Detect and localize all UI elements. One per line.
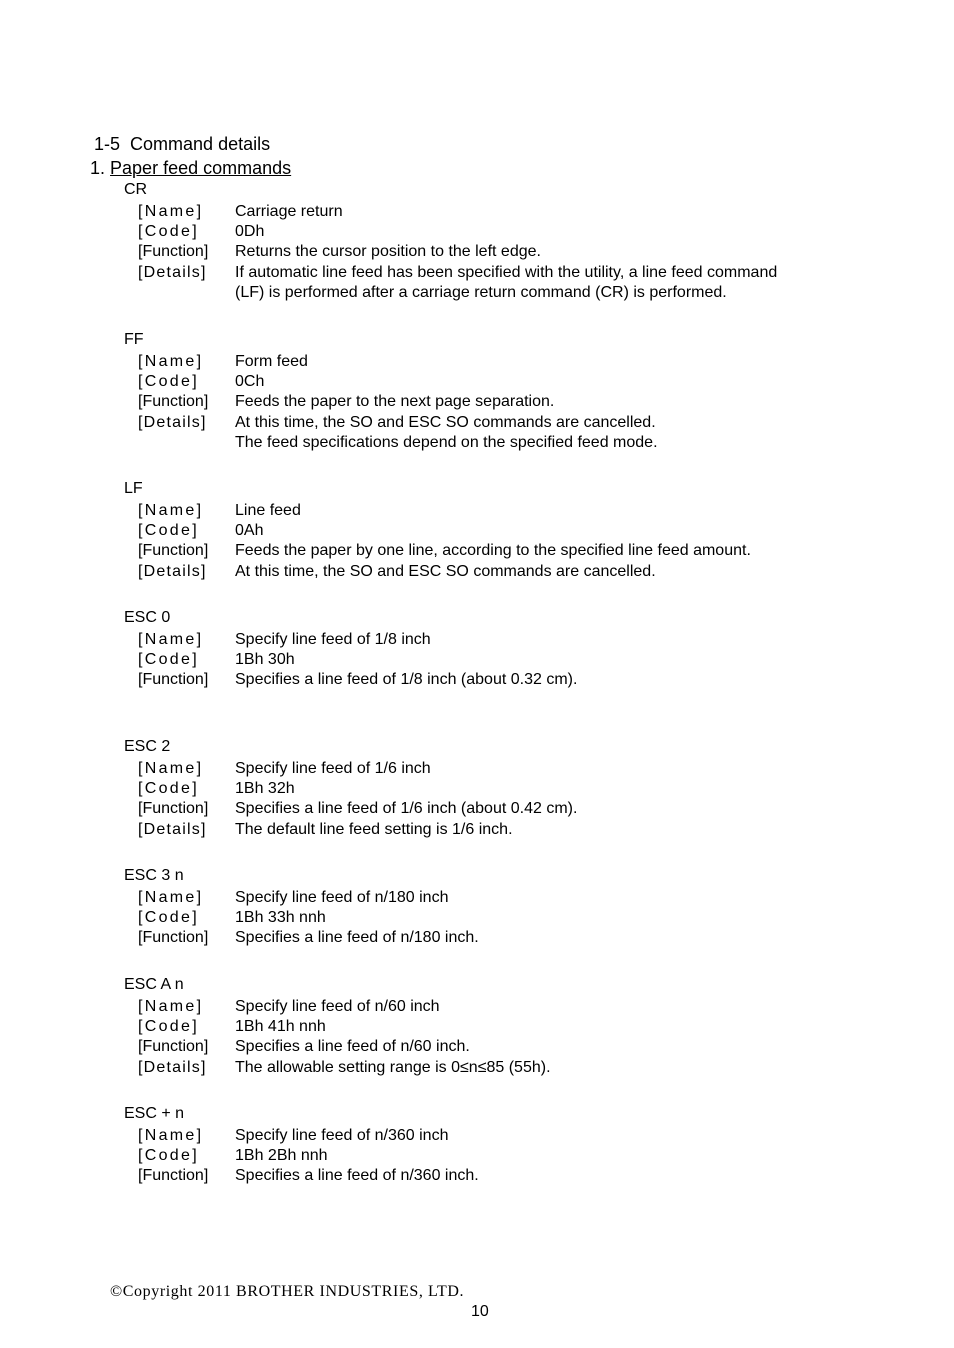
code-label: [Code] [138,1147,199,1165]
function-label: [Function] [138,393,209,411]
details-value: The allowable setting range is 0≤n≤85 (55h). [235,1058,551,1076]
name-label: [Name] [138,353,204,370]
name-value: Carriage return [235,203,343,220]
function-value: Specifies a line feed of 1/6 inch (about 0.42 cm). [235,800,578,818]
command-mnemonic: ESC 0 [124,609,171,626]
command-mnemonic: FF [124,331,144,348]
details-value: The feed specifications depend on the specified feed mode. [235,433,658,451]
name-label: [Name] [138,889,204,906]
function-label: [Function] [138,542,209,560]
code-label: [Code] [138,373,199,391]
function-value: Specifies a line feed of n/60 inch. [235,1038,470,1056]
code-value: 0Ch [235,373,265,391]
code-label: [Code] [138,522,199,540]
subsection-heading [90,157,291,179]
name-label: [Name] [138,1127,204,1144]
code-label: [Code] [138,780,199,798]
details-label: [Details] [138,1058,207,1076]
name-value: Specify line feed of n/60 inch [235,998,440,1015]
name-value: Specify line feed of n/180 inch [235,889,449,906]
code-value: 1Bh 33h nnh [235,909,326,927]
details-value: At this time, the SO and ESC SO commands are cancelled. [235,562,656,580]
page-number: 10 [471,1303,489,1320]
function-value: Specifies a line feed of n/180 inch. [235,929,479,947]
copyright-notice: ©Copyright 2011 BROTHER INDUSTRIES, LTD. [110,1283,465,1300]
code-value: 1Bh 30h [235,651,295,669]
details-label: [Details] [138,820,207,838]
details-label: [Details] [138,413,207,431]
name-label: [Name] [138,502,204,519]
code-value: 1Bh 32h [235,780,295,798]
details-value: If automatic line feed has been specified with the utility, a line feed command [235,263,778,281]
name-value: Specify line feed of 1/8 inch [235,631,431,648]
name-value: Line feed [235,502,301,519]
section-number: 1-5 [94,134,121,154]
name-value: Form feed [235,353,308,370]
function-label: [Function] [138,800,209,818]
section-title: Command details [130,134,271,154]
function-value: Feeds the paper by one line, according to the specified line feed amount. [235,542,751,560]
details-value: (LF) is performed after a carriage return command (CR) is performed. [235,283,727,301]
details-label: [Details] [138,263,207,281]
details-value: At this time, the SO and ESC SO commands are cancelled. [235,413,656,431]
code-label: [Code] [138,651,199,669]
function-value: Returns the cursor position to the left edge. [235,243,541,261]
command-mnemonic: ESC + n [124,1105,185,1122]
details-label: [Details] [138,562,207,580]
name-label: [Name] [138,998,204,1015]
function-label: [Function] [138,671,209,689]
command-mnemonic: CR [124,181,148,198]
function-label: [Function] [138,1167,209,1185]
function-label: [Function] [138,929,209,947]
command-mnemonic: LF [124,480,143,497]
code-label: [Code] [138,223,199,241]
command-mnemonic: ESC 3 n [124,867,184,884]
code-value: 1Bh 41h nnh [235,1018,326,1036]
name-value: Specify line feed of 1/6 inch [235,760,431,777]
function-value: Specifies a line feed of 1/8 inch (about 0.32 cm). [235,671,578,689]
code-label: [Code] [138,909,199,927]
section-heading [94,133,270,155]
subsection-title: Paper feed commands [110,158,292,178]
function-value: Feeds the paper to the next page separation. [235,393,555,411]
details-value: The default line feed setting is 1/6 inch. [235,820,513,838]
name-label: [Name] [138,203,204,220]
command-mnemonic: ESC 2 [124,738,171,755]
name-value: Specify line feed of n/360 inch [235,1127,449,1144]
function-value: Specifies a line feed of n/360 inch. [235,1167,479,1185]
function-label: [Function] [138,1038,209,1056]
name-label: [Name] [138,760,204,777]
command-mnemonic: ESC A n [124,976,184,993]
subsection-number: 1. [90,158,106,178]
name-label: [Name] [138,631,204,648]
code-value: 0Dh [235,223,265,241]
code-value: 1Bh 2Bh nnh [235,1147,328,1165]
code-label: [Code] [138,1018,199,1036]
function-label: [Function] [138,243,209,261]
code-value: 0Ah [235,522,264,540]
